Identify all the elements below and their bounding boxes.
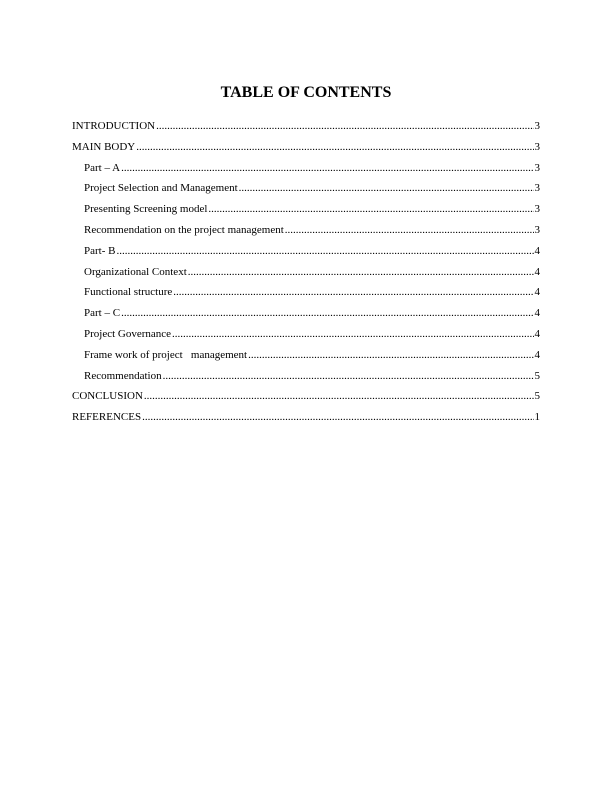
toc-entry[interactable] <box>72 282 540 303</box>
toc-entry-label: MAIN BODY <box>72 140 136 153</box>
toc-entry[interactable] <box>72 345 540 366</box>
toc-entry-label: Frame work of project management <box>84 348 248 361</box>
toc-entry-label: INTRODUCTION <box>72 120 156 132</box>
toc-entry[interactable] <box>72 241 540 262</box>
toc-dot-leader <box>173 282 533 303</box>
toc-entry-label: Part- B <box>84 244 116 257</box>
toc-dot-leader <box>248 345 533 366</box>
toc-entry-label: Part – A <box>84 161 121 174</box>
toc-entry-page-number: 4 <box>534 244 540 257</box>
toc-entry-page-number: 4 <box>534 265 540 278</box>
toc-entry-page-number: 4 <box>534 348 540 361</box>
toc-entry[interactable] <box>72 407 540 428</box>
toc-entry[interactable] <box>72 178 540 199</box>
toc-dot-leader <box>172 324 533 345</box>
toc-entry-page-number: 5 <box>534 369 540 382</box>
toc-entry-page-number: 3 <box>534 203 540 216</box>
toc-entry-page-number: 3 <box>534 223 540 236</box>
toc-dot-leader <box>156 116 533 137</box>
toc-title: TABLE OF CONTENTS <box>220 84 392 101</box>
toc-entry-page-number: 3 <box>534 120 540 132</box>
toc-dot-leader <box>121 303 533 324</box>
toc-entry-label: Presenting Screening model <box>84 203 208 216</box>
toc-entry-page-number: 4 <box>534 286 540 299</box>
toc-entry-page-number: 1 <box>534 411 540 424</box>
toc-dot-leader <box>285 220 534 241</box>
toc-dot-leader <box>116 241 533 262</box>
toc-entry[interactable] <box>72 262 540 283</box>
toc-dot-leader <box>136 137 533 158</box>
toc-entry[interactable] <box>72 386 540 407</box>
toc-dot-leader <box>188 262 534 283</box>
toc-entry-label: Recommendation <box>84 369 162 382</box>
toc-entry-label: REFERENCES <box>72 411 142 424</box>
toc-dot-leader <box>144 386 534 407</box>
toc-dot-leader <box>239 178 534 199</box>
toc-entry-label: Recommendation on the project management <box>84 223 284 236</box>
toc-entry[interactable] <box>72 220 540 241</box>
toc-entry[interactable] <box>72 116 540 137</box>
toc-dot-leader <box>208 199 533 220</box>
toc-entry[interactable] <box>72 137 540 158</box>
toc-entry[interactable] <box>72 324 540 345</box>
toc-entry[interactable] <box>72 199 540 220</box>
toc-dot-leader <box>121 158 533 179</box>
toc-entry-page-number: 3 <box>534 140 540 153</box>
toc-entry-page-number: 3 <box>534 161 540 174</box>
toc-dot-leader <box>142 407 533 428</box>
toc-entry-label: Part – C <box>84 307 121 320</box>
toc-entry-label: Organizational Context <box>84 265 187 278</box>
toc-entry-label: CONCLUSION <box>72 390 143 403</box>
toc-entry-label: Project Selection and Management <box>84 182 238 195</box>
toc-entry[interactable] <box>72 366 540 387</box>
toc-dot-leader <box>163 366 534 387</box>
toc-entry-label: Functional structure <box>84 286 173 299</box>
toc-entry[interactable] <box>72 158 540 179</box>
toc-entry-page-number: 4 <box>534 307 540 320</box>
toc-entry[interactable] <box>72 303 540 324</box>
toc-entry-label: Project Governance <box>84 327 172 340</box>
toc-entry-page-number: 4 <box>534 327 540 340</box>
toc-entry-page-number: 5 <box>534 390 540 403</box>
toc-entry-page-number: 3 <box>534 182 540 195</box>
toc-list <box>72 116 540 428</box>
